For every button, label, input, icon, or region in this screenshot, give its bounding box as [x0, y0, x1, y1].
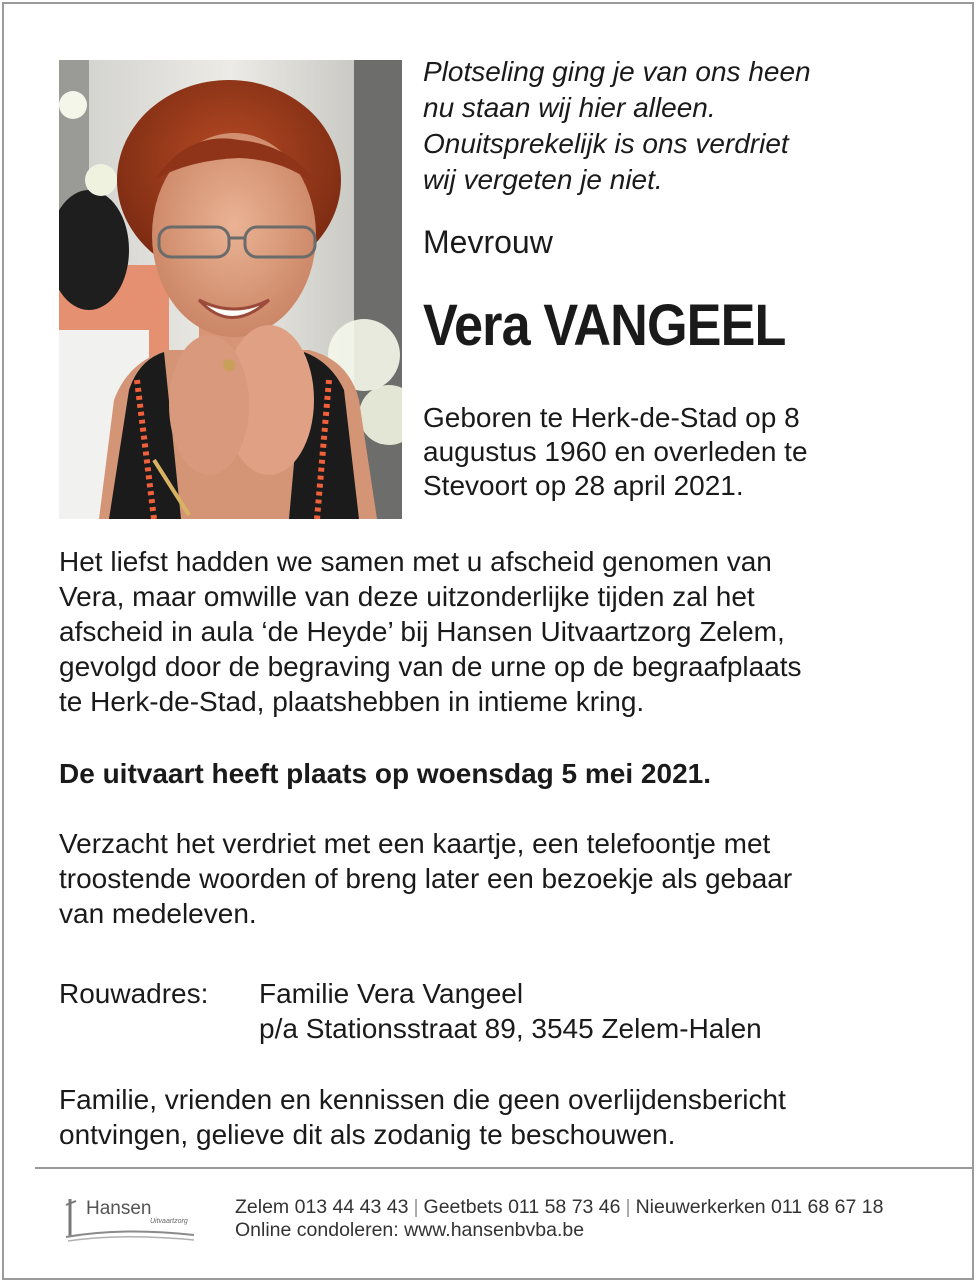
logo-name: Hansen [86, 1198, 152, 1219]
footer-divider [35, 1167, 973, 1169]
poem-line: nu staan wij hier alleen. [423, 92, 716, 123]
funeral-date [59, 756, 711, 791]
birth-line: Geboren te Herk-de-Stad op 8 [423, 402, 800, 433]
farewell-line: afscheid in aula ‘de Heyde’ bij Hansen Uitvaartzorg Zelem, [59, 616, 785, 647]
online-condolence-link[interactable]: Online condoleren: www.hansenbvba.be [235, 1219, 585, 1241]
poem-line: wij vergeten je niet. [423, 164, 663, 195]
office-nieuwerkerken: Nieuwerkerken 011 68 67 18 [635, 1196, 884, 1218]
address-line: Familie Vera Vangeel [259, 978, 524, 1009]
logo-subtitle: Uitvaartzorg [150, 1218, 188, 1225]
offices-line [235, 1196, 883, 1219]
title-prefix: Mevrouw [423, 224, 553, 260]
birth-line: augustus 1960 en overleden te [423, 436, 808, 467]
comfort-line: troostende woorden of breng later een bezoekje als gebaar [59, 863, 793, 894]
poem-line: Plotseling ging je van ons heen [423, 56, 811, 87]
farewell-line: Vera, maar omwille van deze uitzonderlijke tijden zal het [59, 581, 755, 612]
office-geetbets: Geetbets 011 58 73 46 [423, 1196, 621, 1218]
birth-line: Stevoort op 28 april 2021. [423, 470, 744, 501]
office-zelem: Zelem 013 44 43 43 [235, 1196, 409, 1218]
address-label: Rouwadres: [59, 978, 209, 1009]
birth-death-info [423, 401, 893, 503]
address-lines [259, 976, 762, 1046]
portrait-photo [59, 60, 402, 519]
notice-line: Familie, vrienden en kennissen die geen overlijdensbericht [59, 1084, 786, 1115]
separator: | [413, 1196, 419, 1218]
notice-line: ontvingen, gelieve dit als zodanig te beschouwen. [59, 1119, 676, 1150]
address-line: p/a Stationsstraat 89, 3545 Zelem-Halen [259, 1013, 762, 1044]
farewell-paragraph [59, 544, 802, 719]
notice-paragraph [59, 1082, 786, 1152]
poem [423, 54, 943, 198]
comfort-line: van medeleven. [59, 898, 257, 929]
poem-line: Onuitsprekelijk is ons verdriet [423, 128, 789, 159]
comfort-paragraph [59, 826, 792, 931]
deceased-name: Vera VANGEEL [423, 293, 786, 358]
funeral-date-line: De uitvaart heeft plaats op woensdag 5 mei 2021. [59, 758, 711, 789]
comfort-line: Verzacht het verdriet met een kaartje, een telefoontje met [59, 828, 771, 859]
farewell-line: Het liefst hadden we samen met u afscheid genomen van [59, 546, 772, 577]
separator: | [625, 1196, 631, 1218]
footer-contact [235, 1196, 883, 1242]
farewell-line: te Herk-de-Stad, plaatshebben in intieme kring. [59, 686, 645, 717]
farewell-line: gevolgd door de begraving van de urne op de begraafplaats [59, 651, 802, 682]
